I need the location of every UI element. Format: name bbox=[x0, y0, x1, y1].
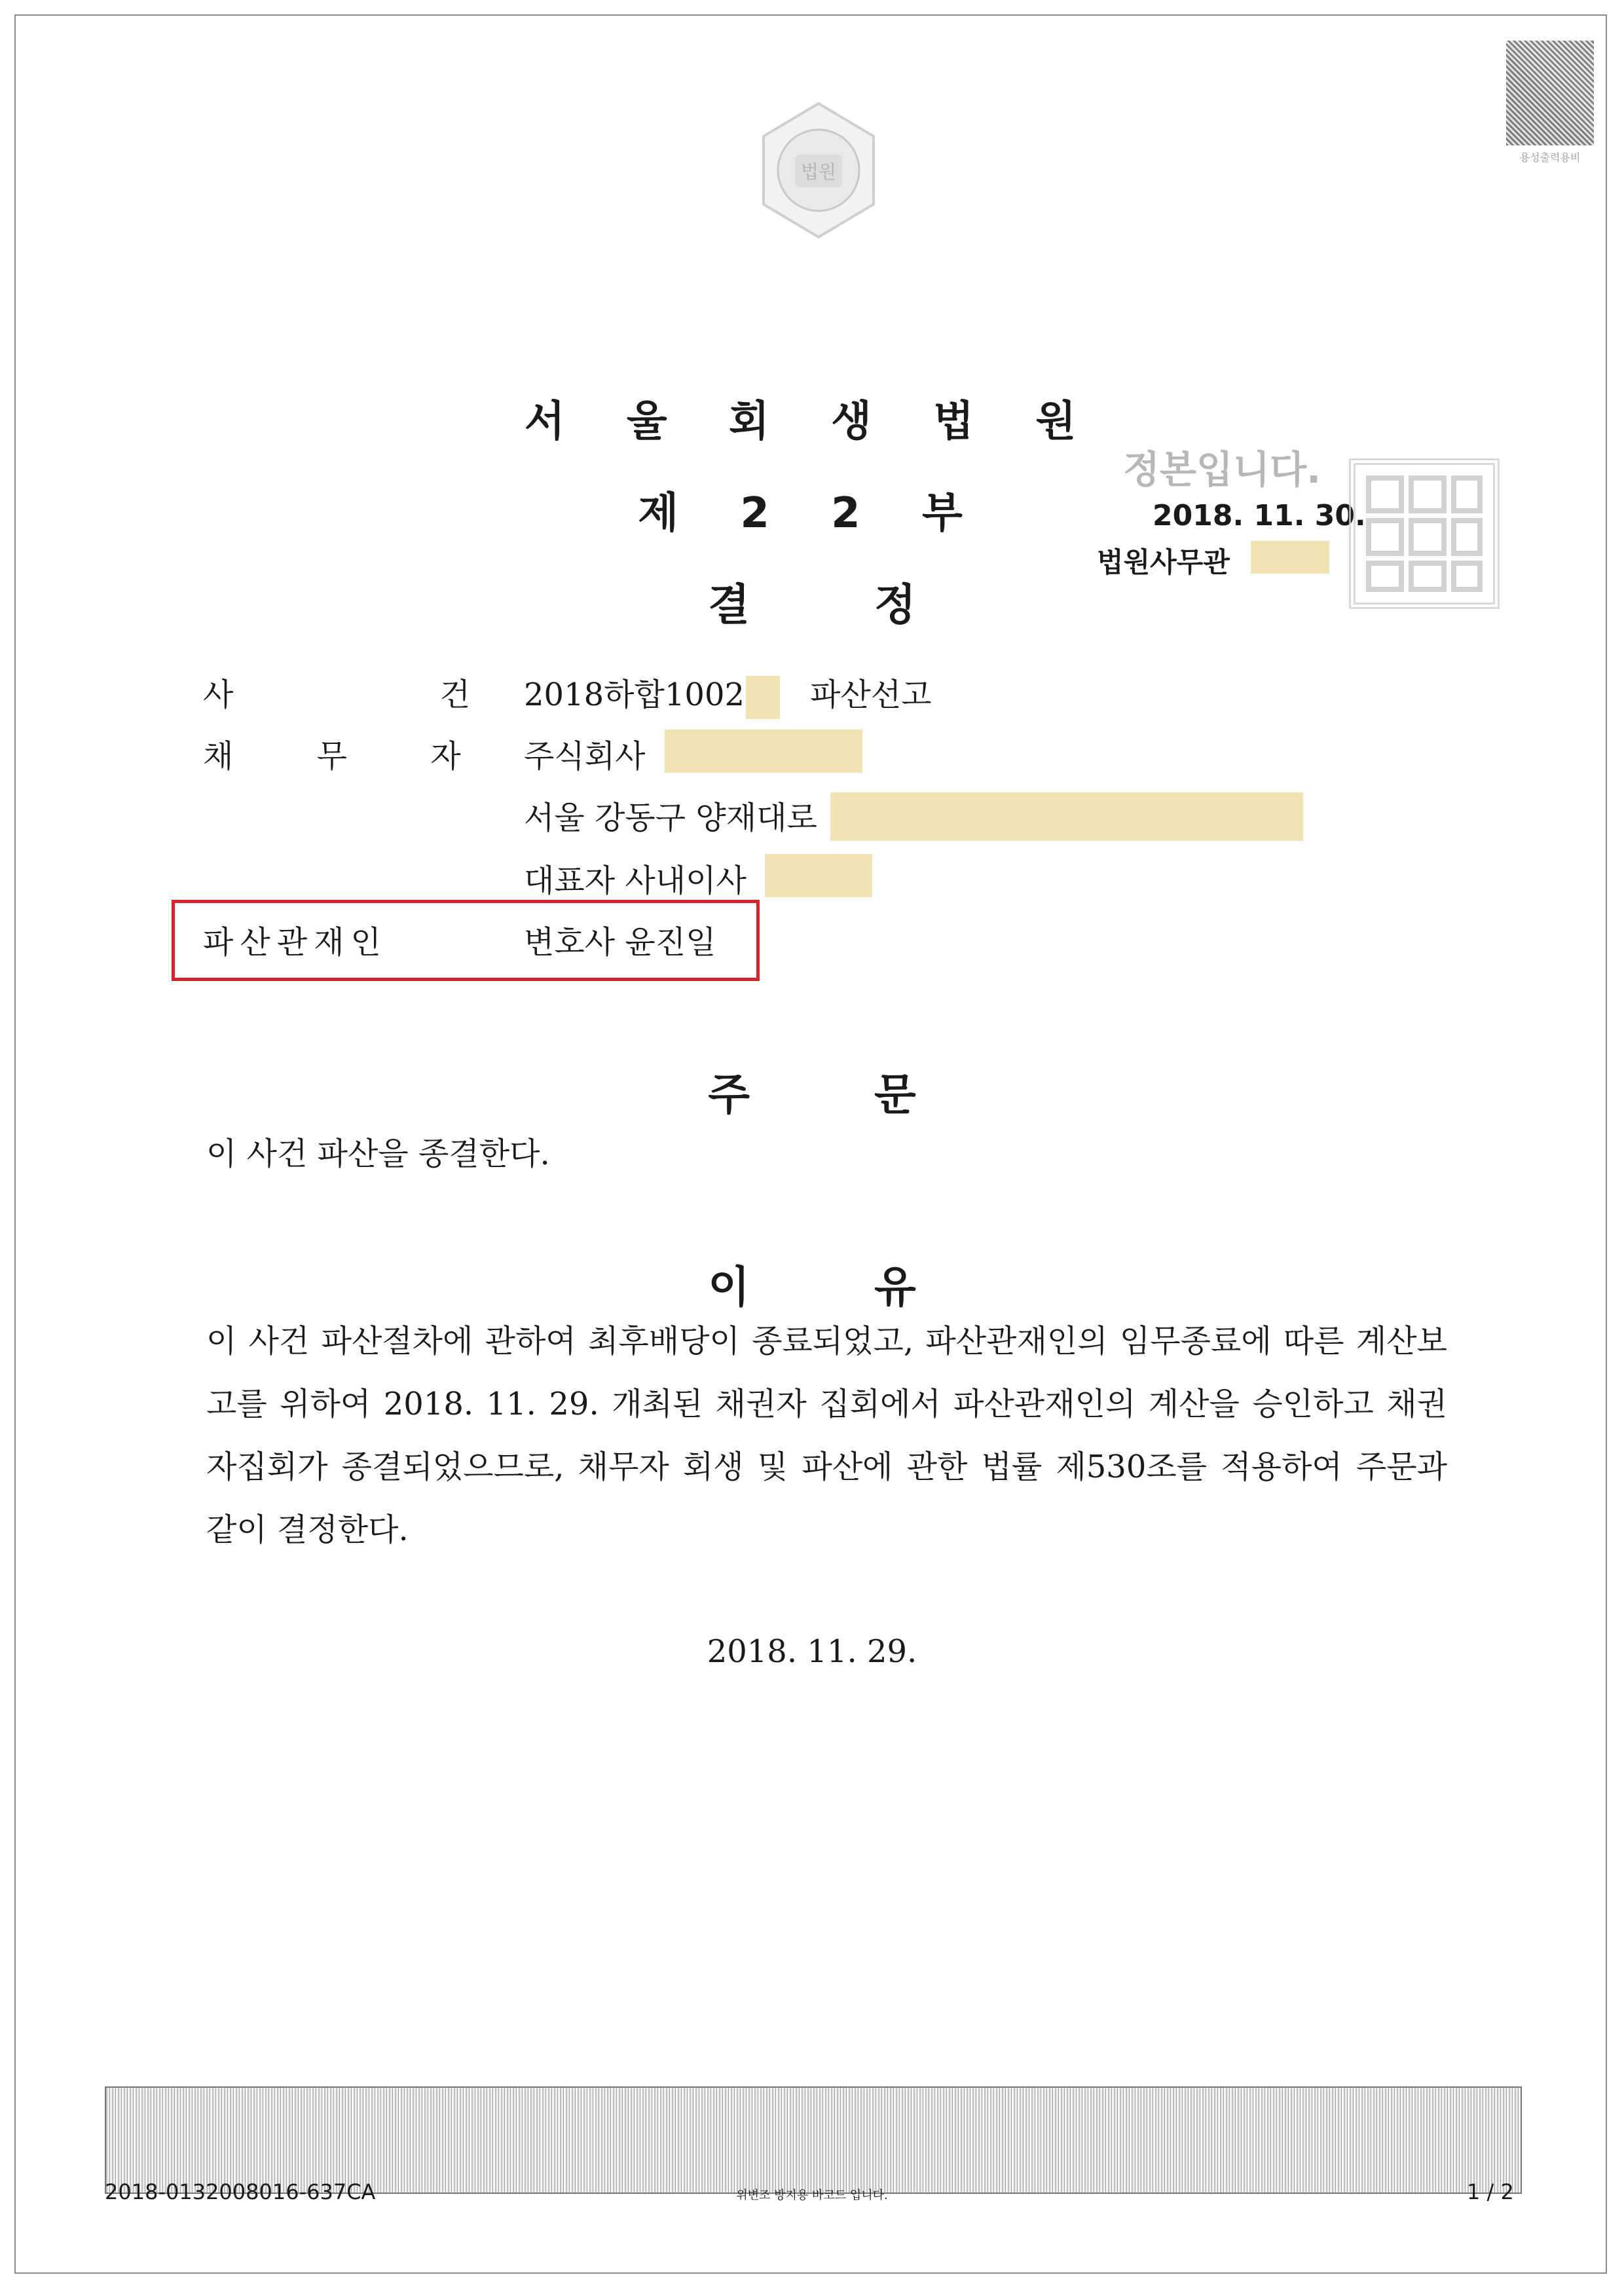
trustee-value: 변호사 윤진일 bbox=[524, 924, 716, 961]
case-label-text: 사 건 bbox=[203, 676, 568, 713]
case-number bbox=[524, 669, 932, 719]
order-heading-right: 문 bbox=[874, 1069, 916, 1120]
officer-name-redaction bbox=[1251, 541, 1329, 574]
barcode-caption: 위변조 방지용 바코드 입니다. bbox=[736, 2189, 888, 2202]
certified-copy-stamp: 정본입니다. bbox=[1123, 447, 1321, 492]
reason-heading bbox=[0, 1252, 1624, 1314]
debtor-label-text: 채 무 자 bbox=[203, 738, 498, 775]
debtor-company bbox=[524, 731, 645, 776]
debtor-representative: 대표자 사내이사 bbox=[524, 862, 747, 899]
page-number: 1 / 2 bbox=[1467, 2179, 1514, 2204]
court-officer-title: 법원사무관 bbox=[1097, 546, 1230, 578]
reason-heading-right: 유 bbox=[874, 1262, 916, 1312]
case-label bbox=[203, 669, 568, 714]
debtor-company-text: 주식회사 bbox=[524, 738, 646, 775]
debtor-label bbox=[203, 731, 498, 776]
decision-date: 2018. 11. 29. bbox=[707, 1633, 917, 1670]
document-type-left: 결 bbox=[708, 580, 750, 630]
debtor-address: 서울 강동구 양재대로 bbox=[524, 800, 817, 836]
qr-code bbox=[1506, 41, 1594, 145]
debtor-address-redaction bbox=[830, 792, 1303, 841]
order-heading bbox=[0, 1060, 1624, 1122]
certification-date: 2018. 11. 30. bbox=[1153, 499, 1366, 532]
debtor-representative-redaction bbox=[765, 854, 872, 897]
seal-text: 법원 bbox=[800, 161, 837, 183]
debtor-company-redaction bbox=[665, 730, 862, 773]
order-text: 이 사건 파산을 종결한다. bbox=[206, 1136, 550, 1172]
document-number: 2018-0132008016-637CA bbox=[105, 2179, 376, 2204]
document-type-right: 정 bbox=[874, 580, 916, 630]
official-seal-stamp bbox=[1349, 458, 1500, 609]
case-name-text: 파산선고 bbox=[810, 676, 932, 713]
trustee-label: 파산관재인 bbox=[203, 924, 388, 961]
case-number-redaction bbox=[746, 676, 780, 719]
qr-caption: 용성출력용비 bbox=[1519, 151, 1581, 164]
court-name: 서 울 회 생 법 원 bbox=[524, 398, 1100, 446]
reason-text: 이 사건 파산절차에 관하여 최후배당이 종료되었고, 파산관재인의 임무종료에 따른 계산보고를 위하여 2018. 11. 29. 개최된 채권자 집회에서 파산관재인의 계산을 승인하고 채권자집회가 종결되었으므로, 채무자 회생 및 파산에 관한 법률 제530조를 적용하여 주문과 같이 결정한다. bbox=[206, 1323, 1447, 1548]
order-heading-left: 주 bbox=[708, 1069, 750, 1120]
court-division: 제 2 2 부 bbox=[638, 489, 986, 538]
case-number-text: 2018하합1002 bbox=[524, 676, 745, 713]
anti-forgery-barcode bbox=[105, 2086, 1522, 2194]
trustee-highlight-box bbox=[172, 900, 760, 981]
reason-heading-left: 이 bbox=[708, 1262, 750, 1312]
court-seal-watermark bbox=[753, 98, 884, 242]
